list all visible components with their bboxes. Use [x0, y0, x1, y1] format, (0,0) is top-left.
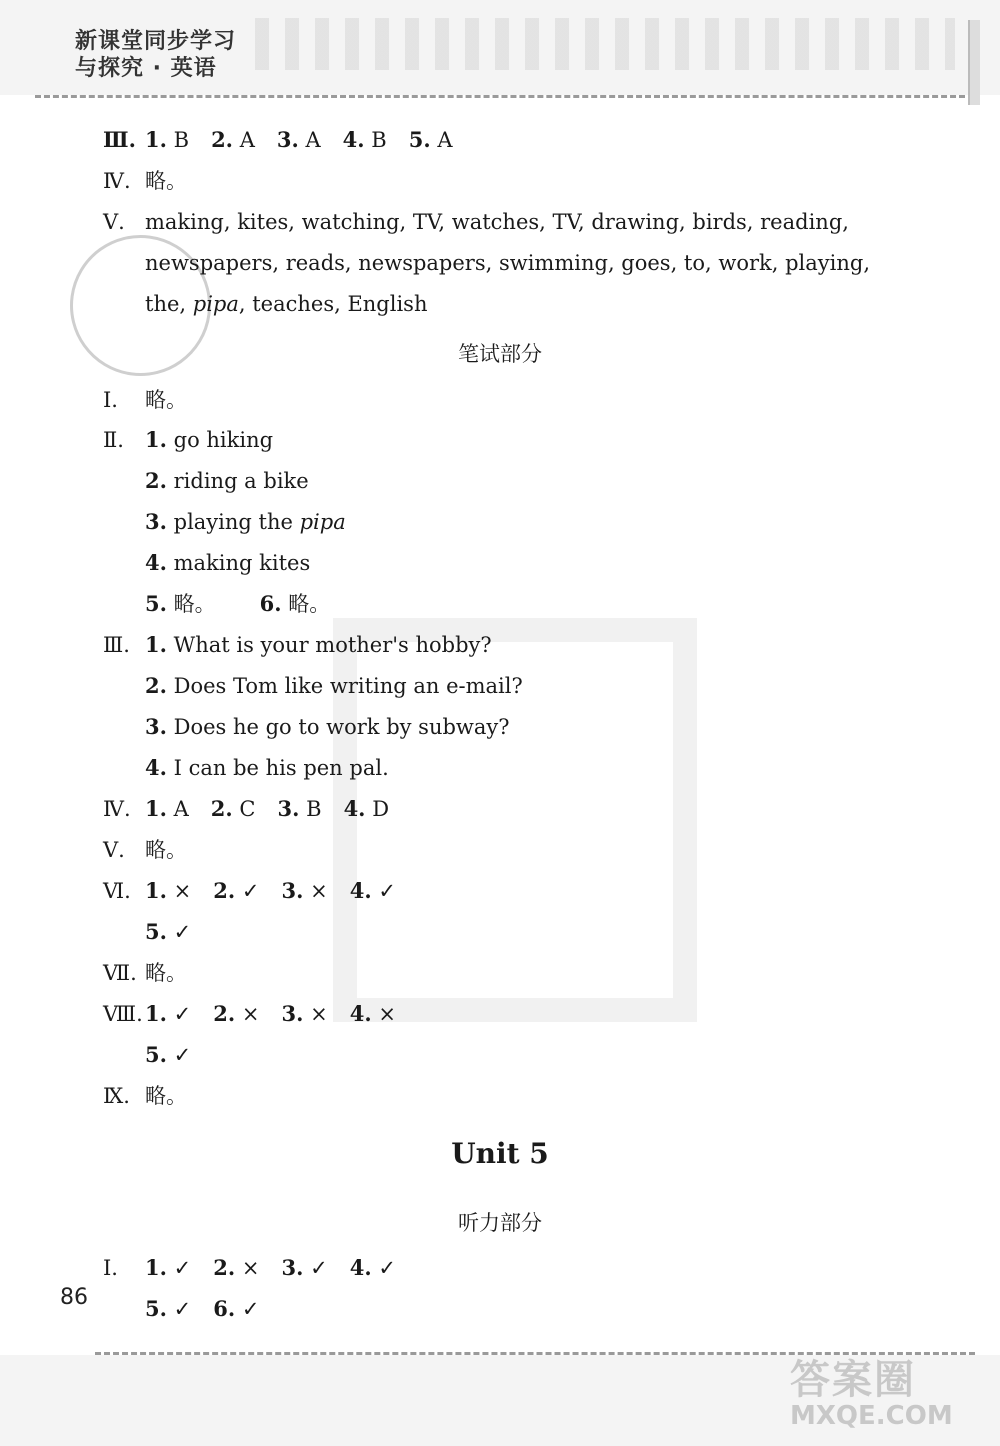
answer-mark: ×	[378, 1002, 396, 1026]
written-ix-answer	[103, 1082, 187, 1110]
book-spine-decoration	[968, 20, 980, 105]
written-ii-item	[145, 549, 310, 577]
listening-section-title: 听力部分	[458, 1211, 542, 1235]
answer-mark: ✓	[241, 879, 260, 903]
answer: C	[239, 797, 256, 821]
page-number: 86	[60, 1285, 88, 1310]
section-label: Ⅲ.	[103, 127, 136, 152]
section-v-line1	[103, 208, 849, 236]
section-label: Ⅵ.	[103, 879, 131, 903]
header-divider	[35, 95, 965, 98]
item-number: 5.	[145, 1296, 167, 1321]
answer: 略。	[145, 388, 187, 412]
section-label: Ⅴ.	[103, 838, 125, 862]
item-number: 5.	[145, 919, 167, 944]
page-header	[0, 0, 1000, 95]
written-iii-item	[145, 754, 389, 782]
written-iii-item	[103, 631, 492, 659]
item-number: 3.	[145, 509, 167, 534]
unit5-i-row2	[145, 1295, 259, 1323]
item-number: 2.	[213, 1001, 236, 1026]
item-number: 1.	[145, 796, 167, 821]
written-ii-item	[145, 508, 346, 536]
section-label: Ⅶ.	[103, 961, 137, 985]
answer-mark: ✓	[173, 1002, 192, 1026]
answer: B	[173, 128, 190, 152]
item-number: 4.	[349, 878, 372, 903]
section-label: Ⅸ.	[103, 1084, 130, 1108]
answer-italic: pipa	[299, 510, 346, 534]
item-number: 1.	[145, 1255, 167, 1280]
book-title	[75, 28, 236, 82]
section-label: Ⅷ.	[103, 1002, 143, 1026]
answer: A	[305, 128, 321, 152]
answer: B	[371, 128, 387, 152]
unit5-i-answers	[103, 1254, 418, 1282]
item-number: 5.	[408, 127, 431, 152]
answer: 略。	[145, 169, 187, 193]
answer-mark: ✓	[173, 920, 192, 944]
item-number: 4.	[349, 1255, 372, 1280]
section-label: Ⅴ.	[103, 210, 125, 234]
answer-text-italic: pipa	[192, 292, 239, 316]
section-iii-answers	[103, 126, 475, 154]
item-number: 3.	[281, 878, 304, 903]
answer-mark: ✓	[241, 1297, 260, 1321]
item-number: 3.	[277, 796, 300, 821]
written-iv-answers	[103, 795, 411, 823]
answer-mark: ×	[241, 1002, 260, 1026]
answer-mark: ✓	[378, 879, 396, 903]
section-iv-answer	[103, 167, 187, 195]
item-number: 4.	[145, 550, 167, 575]
written-vi-answers	[103, 877, 418, 905]
answer: A	[437, 128, 453, 152]
item-number: 3.	[276, 127, 299, 152]
written-vii-answer	[103, 959, 187, 987]
item-number: 3.	[281, 1255, 304, 1280]
written-vi-item5	[145, 918, 191, 946]
watermark-main: 答案圈	[790, 1357, 916, 1403]
answer: A	[173, 797, 189, 821]
answer-mark: ✓	[310, 1256, 328, 1280]
answer-mark: ✓	[173, 1043, 192, 1067]
answer-mark: ✓	[173, 1297, 192, 1321]
answer: 略。	[145, 961, 187, 985]
section-v-line3	[145, 290, 428, 318]
item-number: 4.	[145, 755, 167, 780]
written-section-title: 笔试部分	[458, 342, 542, 366]
watermark-url: MXQE.COM	[790, 1401, 953, 1431]
item-number: 2.	[211, 127, 233, 152]
section-label: Ⅰ.	[103, 388, 118, 412]
written-v-answer	[103, 836, 187, 864]
item-number: 5.	[145, 1042, 167, 1067]
answer: What is your mother's hobby?	[173, 633, 492, 657]
item-number: 3.	[281, 1001, 304, 1026]
book-title-line2: 与探究 · 英语	[75, 56, 217, 81]
answer-mark: ×	[241, 1256, 260, 1280]
written-viii-item5	[145, 1041, 191, 1069]
answer: 略。	[145, 1084, 187, 1108]
written-iii-item	[145, 672, 523, 700]
written-iii-item	[145, 713, 510, 741]
answer: Does Tom like writing an e-mail?	[173, 674, 523, 698]
item-number: 2.	[213, 1255, 236, 1280]
item-number: 6.	[213, 1296, 236, 1321]
answer: playing the	[173, 510, 300, 534]
answer: B	[306, 797, 322, 821]
answer-mark: ×	[310, 1002, 328, 1026]
answer-text: making, kites, watching, TV, watches, TV, drawing, birds, reading,	[145, 210, 849, 234]
item-number: 2.	[213, 878, 236, 903]
item-number: 1.	[145, 127, 167, 152]
item-number: 2.	[145, 673, 167, 698]
answer: making kites	[173, 551, 311, 575]
answer: D	[372, 797, 390, 821]
written-viii-answers	[103, 1000, 418, 1028]
item-number: 4.	[342, 127, 365, 152]
answer-mark: ✓	[378, 1256, 396, 1280]
written-i-answer	[103, 386, 187, 414]
header-decoration	[255, 18, 955, 70]
written-ii-item	[103, 426, 273, 454]
item-number: 6.	[259, 591, 282, 616]
answer-text: the,	[145, 292, 193, 316]
answer-mark: ×	[173, 879, 192, 903]
item-number: 1.	[145, 1001, 167, 1026]
book-title-line1: 新课堂同步学习	[75, 29, 237, 54]
answer: go hiking	[173, 428, 274, 452]
item-number: 3.	[145, 714, 167, 739]
answer: 略。	[173, 592, 216, 616]
section-label: Ⅳ.	[103, 169, 131, 193]
item-number: 2.	[145, 468, 167, 493]
answer: A	[239, 128, 255, 152]
item-number: 5.	[145, 591, 167, 616]
section-label: Ⅱ.	[103, 428, 124, 452]
unit-title: Unit 5	[451, 1137, 549, 1170]
section-label: Ⅰ.	[103, 1256, 118, 1280]
item-number: 2.	[210, 796, 233, 821]
item-number: 1.	[145, 427, 167, 452]
item-number: 4.	[343, 796, 366, 821]
item-number: 4.	[349, 1001, 372, 1026]
item-number: 1.	[145, 878, 167, 903]
site-watermark	[790, 1358, 980, 1438]
item-number: 1.	[145, 632, 167, 657]
answer: Does he go to work by subway?	[173, 715, 510, 739]
answer-mark: ✓	[173, 1256, 192, 1280]
section-label: Ⅲ.	[103, 633, 130, 657]
section-v-line2: newspapers, reads, newspapers, swimming, goes, to, work, playing,	[145, 251, 871, 275]
answer-text: , teaches, English	[238, 292, 428, 316]
answer: 略。	[145, 838, 187, 862]
section-label: Ⅳ.	[103, 797, 131, 821]
written-ii-item	[145, 590, 330, 618]
written-ii-item	[145, 467, 309, 495]
answer-mark: ×	[310, 879, 328, 903]
answer: riding a bike	[173, 469, 309, 493]
answer: 略。	[288, 592, 331, 616]
answer: I can be his pen pal.	[173, 756, 389, 780]
